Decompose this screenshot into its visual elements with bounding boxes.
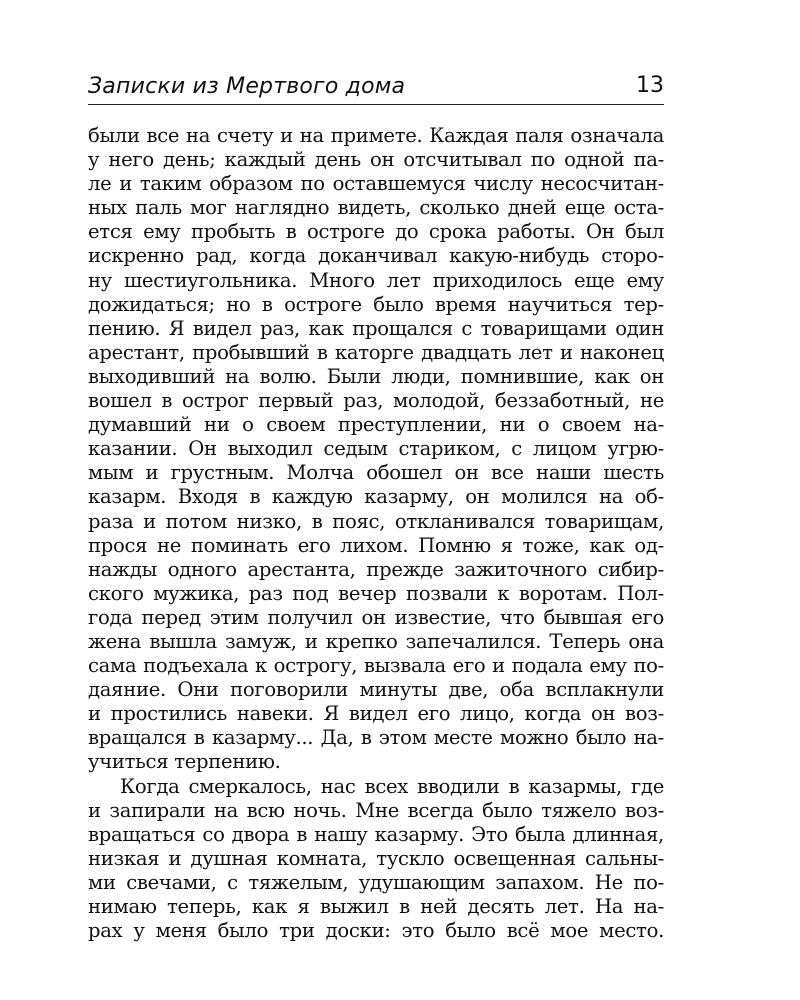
text-line: ется ему пробыть в остроге до срока работы. Он был [88, 220, 664, 244]
text-line: вошел в острог первый раз, молодой, беззаботный, не [88, 389, 664, 413]
text-line: ми свечами, с тяжелым, удушающим запахом. Не по- [88, 870, 664, 894]
running-header [88, 72, 664, 105]
text-line: раза и потом низко, в пояс, откланивался товарищам, [88, 509, 664, 533]
text-line: пению. Я видел раз, как прощался с товарищами один [88, 316, 664, 340]
text-line: дожидаться; но в остроге было время научиться тер- [88, 292, 664, 316]
text-line: прося не поминать его лихом. Помню я тоже, как од- [88, 533, 664, 557]
paragraph [88, 775, 664, 944]
text-line: ле и таким образом по оставшемуся числу несосчитан- [88, 172, 664, 196]
text-line: учиться терпению. [88, 750, 281, 774]
text-line: вращался в казарму... Да, в этом месте можно было на- [88, 726, 664, 750]
text-line: были все на счету и на примете. Каждая паля означала [88, 124, 664, 147]
text-line: Когда смеркалось, нас всех вводили в казармы, где [120, 774, 664, 798]
page-number: 13 [636, 73, 664, 98]
book-title: Записки из Мертвого дома [88, 74, 406, 99]
text-line: и запирали на всю ночь. Мне всегда было тяжело воз- [88, 798, 664, 822]
text-line: казании. Он выходил седым стариком, с лицом угрю- [88, 437, 664, 461]
text-line: ну шестиугольника. Много лет приходилось еще ему [88, 268, 664, 292]
text-line: нимаю теперь, как я выжил в ней десять лет. На на- [88, 895, 664, 918]
text-line: рах у меня было три доски: это было всё мое место. [88, 919, 664, 943]
text-line: ского мужика, раз под вечер позвали к воротам. Пол- [88, 581, 664, 605]
text-line: даяние. Они поговорили минуты две, оба всплакнули [88, 678, 664, 702]
text-line: сама подъехала к острогу, вызвала его и подала ему по- [88, 654, 664, 678]
text-line: вращаться со двора в нашу казарму. Это была длинная, [88, 822, 664, 846]
text-line: нажды одного арестанта, прежде зажиточного сибир- [88, 557, 664, 581]
page-body [88, 124, 664, 943]
text-line: и простились навеки. Я видел его лицо, когда он воз- [88, 702, 664, 726]
text-line: выходивший на волю. Были люди, помнившие, как он [88, 364, 664, 388]
text-line: низкая и душная комната, тускло освещенная сальны- [88, 846, 664, 870]
text-line: казарм. Входя в каждую казарму, он молился на об- [88, 485, 664, 509]
text-line: арестант, пробывший в каторге двадцать лет и наконец [88, 340, 664, 364]
text-line: искренно рад, когда доканчивал какую-нибудь сторо- [88, 244, 664, 268]
text-line: года перед этим получил он известие, что бывшая его [88, 605, 664, 629]
text-line: ных паль мог наглядно видеть, сколько дней еще оста- [88, 196, 664, 220]
text-line: думавший ни о своем преступлении, ни о своем на- [88, 413, 664, 437]
text-line: жена вышла замуж, и крепко запечалился. Теперь она [88, 629, 664, 653]
paragraph [88, 124, 664, 775]
text-line: мым и грустным. Молча обошел он все наши шесть [88, 461, 664, 485]
text-line: у него день; каждый день он отсчитывал по одной па- [88, 148, 664, 172]
